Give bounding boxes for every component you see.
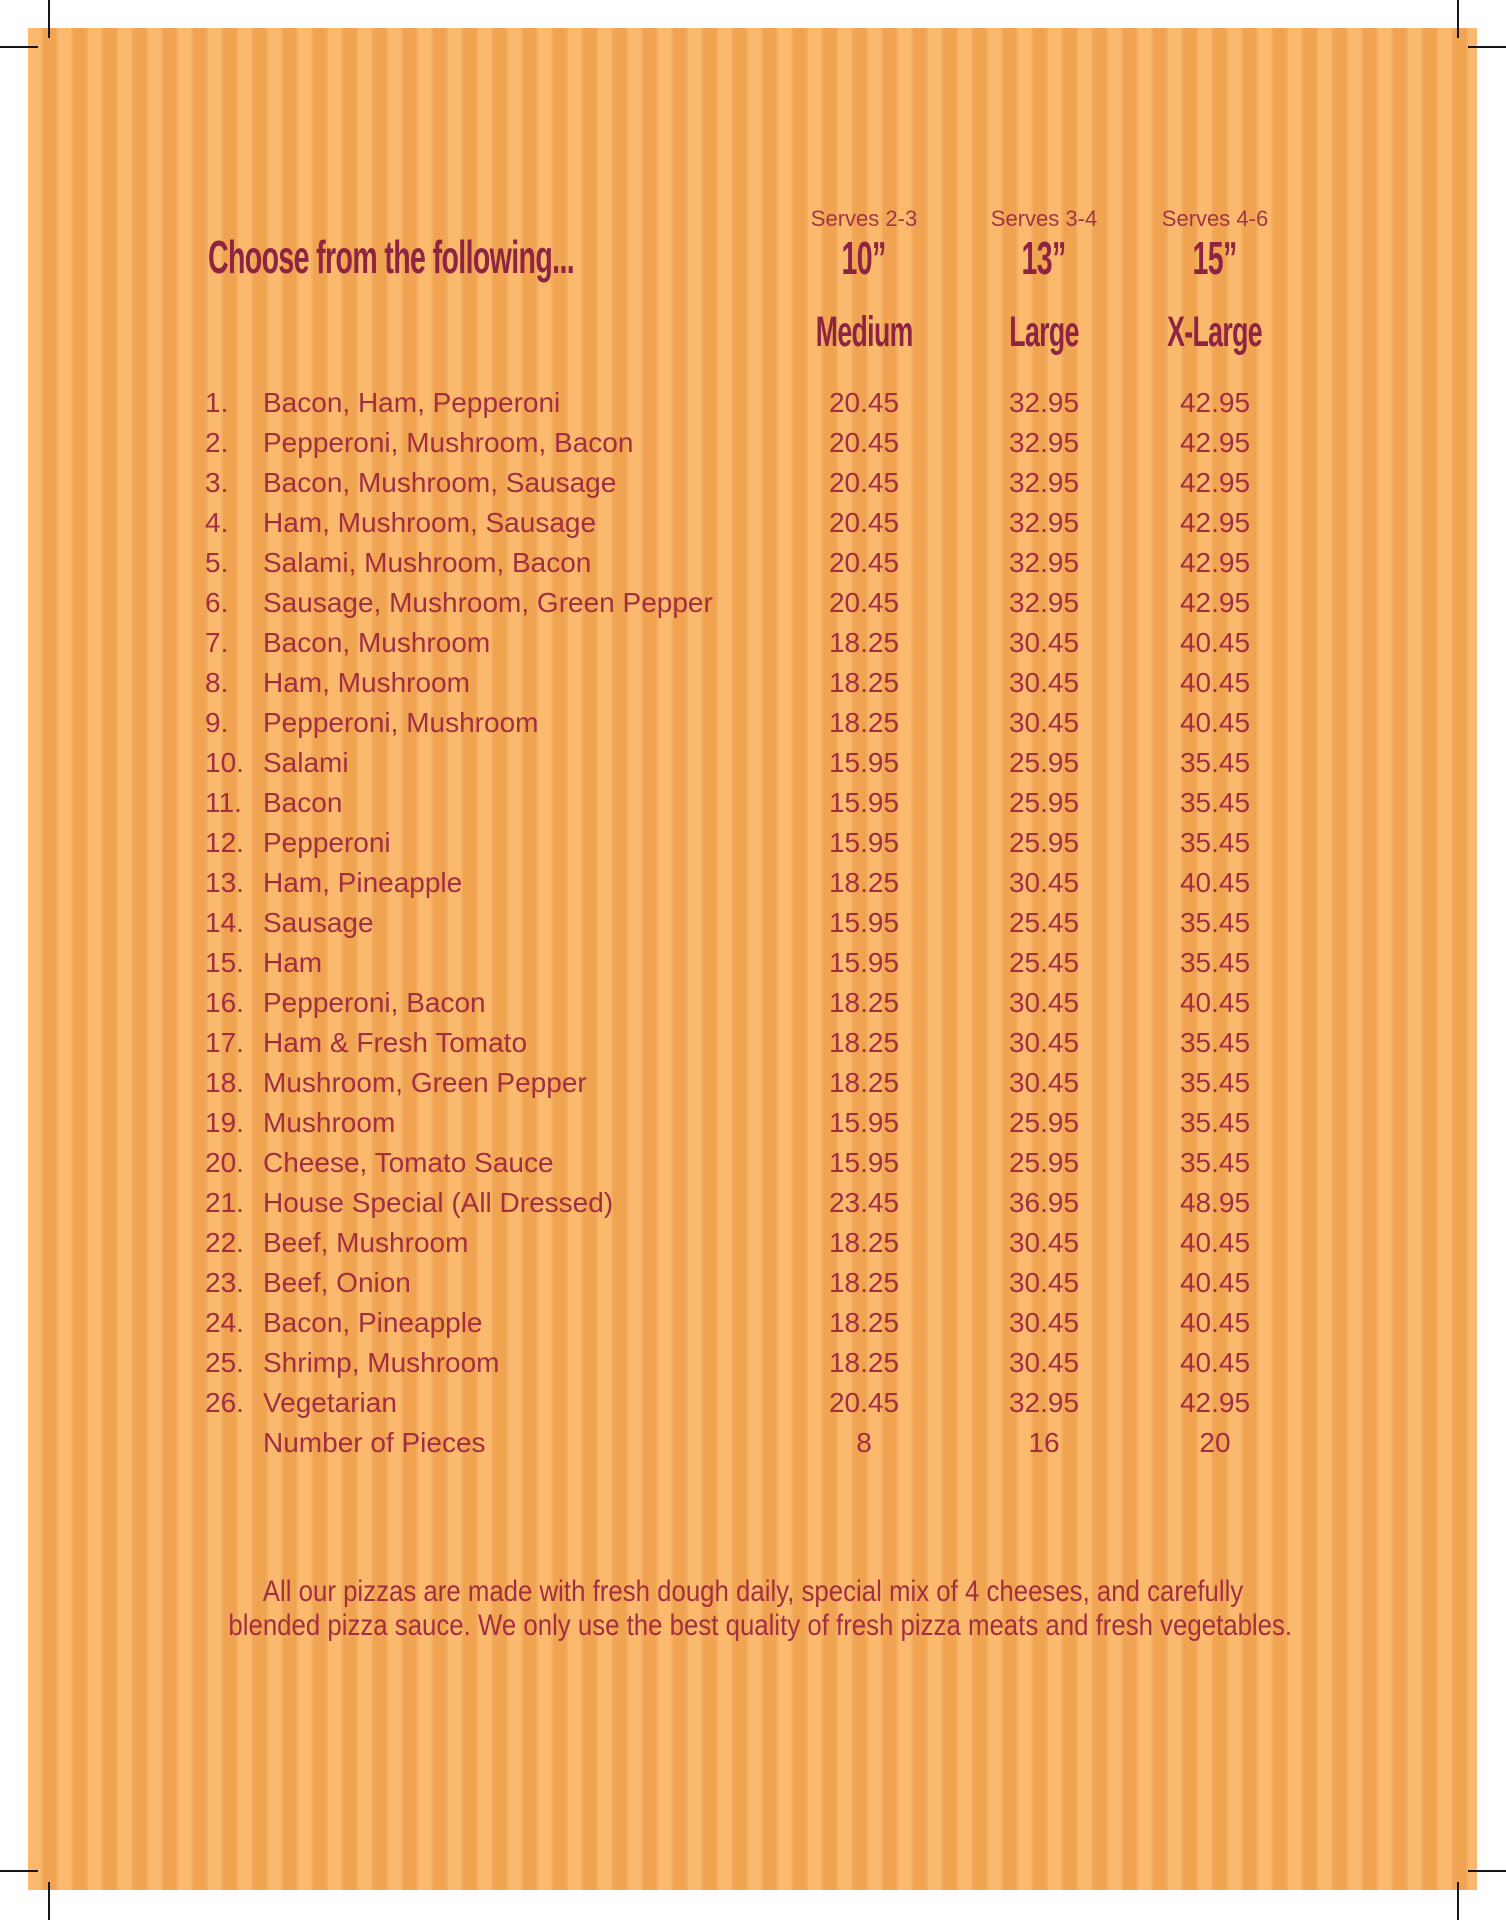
- item-price-xlarge: 35.45: [1179, 1067, 1251, 1098]
- item-price-large: 30.45: [1008, 667, 1080, 698]
- menu-item-row: [0, 503, 1506, 543]
- menu-item-row: [0, 943, 1506, 983]
- item-price-medium: 20.45: [828, 587, 900, 618]
- item-price-medium: 15.95: [828, 1107, 900, 1138]
- menu-item-row: [0, 583, 1506, 623]
- column-header-large: [944, 308, 1144, 356]
- menu-item-row: [0, 1063, 1506, 1103]
- item-price-large: 25.95: [1008, 747, 1080, 778]
- item-price-medium: 18.25: [828, 987, 900, 1018]
- menu-item-row: [0, 823, 1506, 863]
- item-price-xlarge: 42.95: [1179, 467, 1251, 498]
- item-number: 22.: [205, 1227, 244, 1258]
- item-price-large: 30.45: [1008, 867, 1080, 898]
- column-header-large-text: Large: [1009, 308, 1079, 356]
- item-name: Cheese, Tomato Sauce: [263, 1147, 554, 1178]
- item-price-large: 30.45: [1008, 627, 1080, 658]
- item-price-medium: 18.25: [828, 1347, 900, 1378]
- item-name: Pepperoni, Bacon: [263, 987, 486, 1018]
- item-price-xlarge: 48.95: [1179, 1187, 1251, 1218]
- column-header-medium-text: Medium: [815, 308, 913, 356]
- item-price-large: 32.95: [1008, 547, 1080, 578]
- item-price-xlarge: 40.45: [1179, 707, 1251, 738]
- footer-note: [228, 1575, 1293, 1643]
- item-name: Bacon, Mushroom, Sausage: [263, 467, 617, 498]
- item-name: Salami: [263, 747, 349, 778]
- item-price-xlarge: 40.45: [1179, 1227, 1251, 1258]
- item-price-medium: 18.25: [828, 867, 900, 898]
- column-header-xlarge: [1115, 308, 1315, 356]
- serves-label-xlarge: Serves 4-6: [1161, 206, 1269, 231]
- menu-item-row: [0, 423, 1506, 463]
- item-price-medium: 18.25: [828, 627, 900, 658]
- item-number: 6.: [205, 587, 229, 618]
- crop-mark-bottom-left-h: [0, 1870, 38, 1872]
- item-number: 5.: [205, 547, 229, 578]
- item-price-large: 25.45: [1008, 947, 1080, 978]
- menu-items-list: [0, 383, 1506, 1423]
- pieces-count-medium: 8: [856, 1427, 872, 1458]
- item-number: 14.: [205, 907, 244, 938]
- size-label-xlarge-text: 15”: [1192, 232, 1238, 284]
- pieces-count-xlarge: 20: [1199, 1427, 1231, 1458]
- menu-item-row: [0, 663, 1506, 703]
- menu-item-row: [0, 743, 1506, 783]
- footer-note-line2: blended pizza sauce. We only use the best quality of fresh pizza meats and fresh vegetables.: [228, 1609, 1293, 1642]
- item-name: Vegetarian: [263, 1387, 397, 1418]
- item-price-medium: 15.95: [828, 827, 900, 858]
- menu-item-row: [0, 1143, 1506, 1183]
- item-name: Bacon: [263, 787, 343, 818]
- item-price-large: 32.95: [1008, 427, 1080, 458]
- crop-mark-bottom-right-h: [1468, 1870, 1506, 1872]
- item-price-large: 25.45: [1008, 907, 1080, 938]
- item-name: Ham, Pineapple: [263, 867, 463, 898]
- menu-item-row: [0, 463, 1506, 503]
- menu-heading-text: Choose from the following...: [208, 231, 575, 283]
- item-price-medium: 18.25: [828, 1267, 900, 1298]
- item-number: 9.: [205, 707, 229, 738]
- item-number: 1.: [205, 387, 229, 418]
- item-price-medium: 15.95: [828, 747, 900, 778]
- item-number: 11.: [205, 787, 242, 818]
- menu-item-row: [0, 1223, 1506, 1263]
- item-name: Salami, Mushroom, Bacon: [263, 547, 592, 578]
- item-price-large: 30.45: [1008, 987, 1080, 1018]
- item-name: Bacon, Mushroom: [263, 627, 491, 658]
- item-price-xlarge: 42.95: [1179, 1387, 1251, 1418]
- item-price-large: 30.45: [1008, 1267, 1080, 1298]
- item-price-medium: 18.25: [828, 1027, 900, 1058]
- crop-mark-top-left-h: [0, 46, 38, 48]
- item-price-large: 32.95: [1008, 507, 1080, 538]
- item-price-xlarge: 35.45: [1179, 1147, 1251, 1178]
- menu-item-row: [0, 703, 1506, 743]
- item-price-large: 25.95: [1008, 787, 1080, 818]
- item-name: Ham & Fresh Tomato: [263, 1027, 528, 1058]
- item-price-xlarge: 35.45: [1179, 907, 1251, 938]
- item-price-xlarge: 40.45: [1179, 1307, 1251, 1338]
- item-price-medium: 23.45: [828, 1187, 900, 1218]
- item-price-xlarge: 35.45: [1179, 1107, 1251, 1138]
- item-price-medium: 15.95: [828, 947, 900, 978]
- item-price-medium: 15.95: [828, 1147, 900, 1178]
- serves-label-large: Serves 3-4: [990, 206, 1098, 231]
- item-name: Pepperoni, Mushroom, Bacon: [263, 427, 634, 458]
- item-price-xlarge: 40.45: [1179, 627, 1251, 658]
- item-price-xlarge: 42.95: [1179, 427, 1251, 458]
- item-price-medium: 15.95: [828, 787, 900, 818]
- column-header-xlarge-text: X-Large: [1167, 308, 1263, 356]
- item-number: 7.: [205, 627, 229, 658]
- item-price-medium: 18.25: [828, 1227, 900, 1258]
- item-number: 20.: [205, 1147, 244, 1178]
- menu-heading: [208, 231, 798, 283]
- item-number: 24.: [205, 1307, 244, 1338]
- item-price-medium: 18.25: [828, 1067, 900, 1098]
- item-name: Bacon, Ham, Pepperoni: [263, 387, 561, 418]
- item-number: 26.: [205, 1387, 244, 1418]
- item-price-xlarge: 35.45: [1179, 787, 1251, 818]
- item-price-xlarge: 40.45: [1179, 667, 1251, 698]
- item-price-large: 25.95: [1008, 1147, 1080, 1178]
- item-number: 18.: [205, 1067, 244, 1098]
- item-price-large: 30.45: [1008, 1027, 1080, 1058]
- item-price-large: 25.95: [1008, 827, 1080, 858]
- item-number: 13.: [205, 867, 244, 898]
- item-price-medium: 20.45: [828, 467, 900, 498]
- item-price-xlarge: 42.95: [1179, 587, 1251, 618]
- item-price-medium: 20.45: [828, 507, 900, 538]
- size-label-large-text: 13”: [1021, 232, 1067, 284]
- item-number: 2.: [205, 427, 229, 458]
- footer-note-line1: All our pizzas are made with fresh dough daily, special mix of 4 cheeses, and carefully: [262, 1575, 1244, 1608]
- item-name: Shrimp, Mushroom: [263, 1347, 500, 1378]
- item-price-xlarge: 35.45: [1179, 747, 1251, 778]
- menu-item-row: [0, 1103, 1506, 1143]
- item-price-xlarge: 42.95: [1179, 507, 1251, 538]
- item-number: 3.: [205, 467, 229, 498]
- item-name: Pepperoni, Mushroom: [263, 707, 539, 738]
- item-number: 12.: [205, 827, 244, 858]
- item-price-large: 30.45: [1008, 1307, 1080, 1338]
- item-name: Bacon, Pineapple: [263, 1307, 483, 1338]
- crop-mark-top-right-h: [1468, 46, 1506, 48]
- item-name: Beef, Mushroom: [263, 1227, 469, 1258]
- item-price-xlarge: 35.45: [1179, 947, 1251, 978]
- menu-item-row: [0, 1343, 1506, 1383]
- item-price-medium: 18.25: [828, 707, 900, 738]
- menu-item-row: [0, 1023, 1506, 1063]
- menu-item-row: [0, 1383, 1506, 1423]
- menu-item-row: [0, 983, 1506, 1023]
- item-number: 15.: [205, 947, 244, 978]
- item-price-large: 32.95: [1008, 1387, 1080, 1418]
- item-price-xlarge: 40.45: [1179, 867, 1251, 898]
- item-name: Ham: [263, 947, 323, 978]
- item-number: 17.: [205, 1027, 244, 1058]
- item-price-large: 30.45: [1008, 1067, 1080, 1098]
- item-price-large: 32.95: [1008, 587, 1080, 618]
- size-label-large: [944, 232, 1144, 284]
- serves-label-medium: Serves 2-3: [810, 206, 918, 231]
- item-number: 25.: [205, 1347, 244, 1378]
- item-number: 8.: [205, 667, 229, 698]
- item-price-medium: 20.45: [828, 427, 900, 458]
- pieces-label: Number of Pieces: [263, 1427, 486, 1458]
- menu-item-row: [0, 1183, 1506, 1223]
- item-name: Ham, Mushroom, Sausage: [263, 507, 597, 538]
- item-number: 21.: [205, 1187, 244, 1218]
- item-number: 16.: [205, 987, 244, 1018]
- item-price-medium: 18.25: [828, 1307, 900, 1338]
- item-price-large: 30.45: [1008, 707, 1080, 738]
- menu-item-row: [0, 543, 1506, 583]
- crop-mark-top-right-v: [1457, 0, 1459, 38]
- item-price-xlarge: 42.95: [1179, 387, 1251, 418]
- crop-mark-top-left-v: [48, 0, 50, 38]
- column-header-medium: [764, 308, 964, 356]
- menu-item-row: [0, 1263, 1506, 1303]
- item-price-large: 30.45: [1008, 1347, 1080, 1378]
- item-price-xlarge: 35.45: [1179, 1027, 1251, 1058]
- menu-item-row: [0, 1303, 1506, 1343]
- item-number: 4.: [205, 507, 229, 538]
- menu-item-row: [0, 383, 1506, 423]
- item-name: Ham, Mushroom: [263, 667, 470, 698]
- item-price-xlarge: 40.45: [1179, 1347, 1251, 1378]
- crop-mark-bottom-left-v: [48, 1882, 50, 1920]
- item-price-xlarge: 40.45: [1179, 1267, 1251, 1298]
- item-price-xlarge: 42.95: [1179, 547, 1251, 578]
- item-name: Mushroom: [263, 1107, 396, 1138]
- item-price-medium: 15.95: [828, 907, 900, 938]
- pieces-count-large: 16: [1028, 1427, 1060, 1458]
- size-label-xlarge: [1115, 232, 1315, 284]
- pieces-row: [0, 1423, 1506, 1463]
- size-label-medium-text: 10”: [841, 232, 887, 284]
- item-price-medium: 20.45: [828, 547, 900, 578]
- item-price-medium: 20.45: [828, 1387, 900, 1418]
- item-price-large: 32.95: [1008, 467, 1080, 498]
- menu-item-row: [0, 783, 1506, 823]
- size-label-medium: [764, 232, 964, 284]
- item-name: House Special (All Dressed): [263, 1187, 614, 1218]
- item-name: Sausage: [263, 907, 374, 938]
- item-name: Sausage, Mushroom, Green Pepper: [263, 587, 713, 618]
- item-price-xlarge: 40.45: [1179, 987, 1251, 1018]
- item-price-medium: 18.25: [828, 667, 900, 698]
- item-name: Beef, Onion: [263, 1267, 411, 1298]
- item-price-large: 32.95: [1008, 387, 1080, 418]
- item-number: 23.: [205, 1267, 244, 1298]
- item-name: Mushroom, Green Pepper: [263, 1067, 587, 1098]
- item-number: 10.: [205, 747, 244, 778]
- item-price-large: 36.95: [1008, 1187, 1080, 1218]
- crop-mark-bottom-right-v: [1457, 1882, 1459, 1920]
- menu-item-row: [0, 903, 1506, 943]
- menu-item-row: [0, 863, 1506, 903]
- menu-item-row: [0, 623, 1506, 663]
- item-name: Pepperoni: [263, 827, 391, 858]
- item-price-large: 30.45: [1008, 1227, 1080, 1258]
- item-number: 19.: [205, 1107, 244, 1138]
- item-price-large: 25.95: [1008, 1107, 1080, 1138]
- item-price-medium: 20.45: [828, 387, 900, 418]
- item-price-xlarge: 35.45: [1179, 827, 1251, 858]
